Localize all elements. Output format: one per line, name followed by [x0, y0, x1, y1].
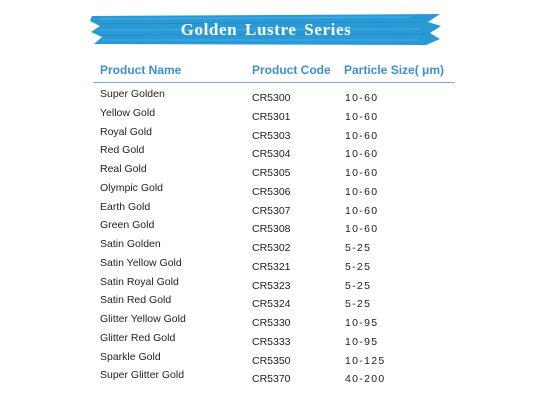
product-name-cell: Glitter Red Gold — [100, 331, 176, 344]
product-name-cell: Real Gold — [100, 163, 147, 175]
product-code-cell: CR5370 — [252, 373, 291, 386]
particle-size-cell: 10-95 — [345, 335, 379, 348]
particle-size-cell: 10-60 — [345, 110, 379, 123]
product-code-cell: CR5306 — [252, 185, 291, 198]
product-code-cell: CR5308 — [252, 223, 291, 236]
particle-size-cell: 10-60 — [345, 185, 379, 198]
particle-size-cell: 10-60 — [345, 204, 379, 217]
product-code-cell: CR5305 — [252, 167, 291, 179]
product-code-cell: CR5330 — [252, 317, 291, 329]
product-code-cell: CR5350 — [252, 354, 291, 367]
product-code-cell: CR5301 — [252, 110, 291, 123]
particle-size-cell: 5-25 — [345, 279, 372, 292]
product-code-cell: CR5324 — [252, 298, 291, 311]
product-name-cell: Sparkle Gold — [100, 350, 161, 363]
series-banner — [90, 13, 442, 46]
header-divider — [93, 82, 455, 83]
particle-size-cell: 5-25 — [345, 242, 372, 254]
product-code-cell: CR5300 — [252, 92, 291, 104]
particle-size-cell: 10-60 — [345, 148, 379, 161]
header-product-name: Product Name — [100, 63, 182, 77]
particle-size-cell: 5-25 — [345, 260, 372, 273]
particle-size-cell: 40-200 — [345, 373, 386, 386]
product-name-cell: Glitter Yellow Gold — [100, 313, 186, 325]
header-product-code: Product Code — [252, 63, 331, 77]
particle-size-cell: 10-60 — [345, 223, 379, 236]
product-name-cell: Yellow Gold — [100, 106, 156, 119]
product-name-cell: Satin Golden — [100, 238, 161, 250]
product-name-cell: Earth Gold — [100, 200, 151, 213]
product-name-cell: Green Gold — [100, 219, 155, 232]
particle-size-cell: 10-125 — [345, 354, 386, 367]
particle-size-cell: 5-25 — [345, 298, 372, 311]
particle-size-cell: 10-60 — [345, 92, 379, 104]
product-name-cell: Royal Gold — [100, 125, 152, 138]
product-name-cell: Satin Yellow Gold — [100, 256, 182, 269]
particle-size-cell: 10-60 — [345, 129, 379, 142]
product-code-cell: CR5304 — [252, 148, 291, 161]
banner-title: Golden Lustre Series — [180, 19, 352, 39]
product-name-cell: Satin Royal Gold — [100, 275, 179, 288]
product-code-cell: CR5302 — [252, 242, 291, 254]
product-name-cell: Satin Red Gold — [100, 294, 172, 307]
particle-size-cell: 10-95 — [345, 317, 379, 329]
header-particle-size: Particle Size( μm) — [344, 63, 445, 77]
product-name-cell: Red Gold — [100, 144, 145, 157]
product-name-cell: Super Glitter Gold — [100, 369, 185, 382]
product-name-cell: Super Golden — [100, 88, 165, 100]
product-name-cell: Olympic Gold — [100, 181, 164, 194]
product-code-cell: CR5307 — [252, 204, 291, 217]
product-code-cell: CR5303 — [252, 129, 291, 142]
product-code-cell: CR5323 — [252, 279, 291, 292]
product-code-cell: CR5333 — [252, 335, 291, 348]
product-code-cell: CR5321 — [252, 260, 291, 273]
particle-size-cell: 10-60 — [345, 167, 379, 179]
